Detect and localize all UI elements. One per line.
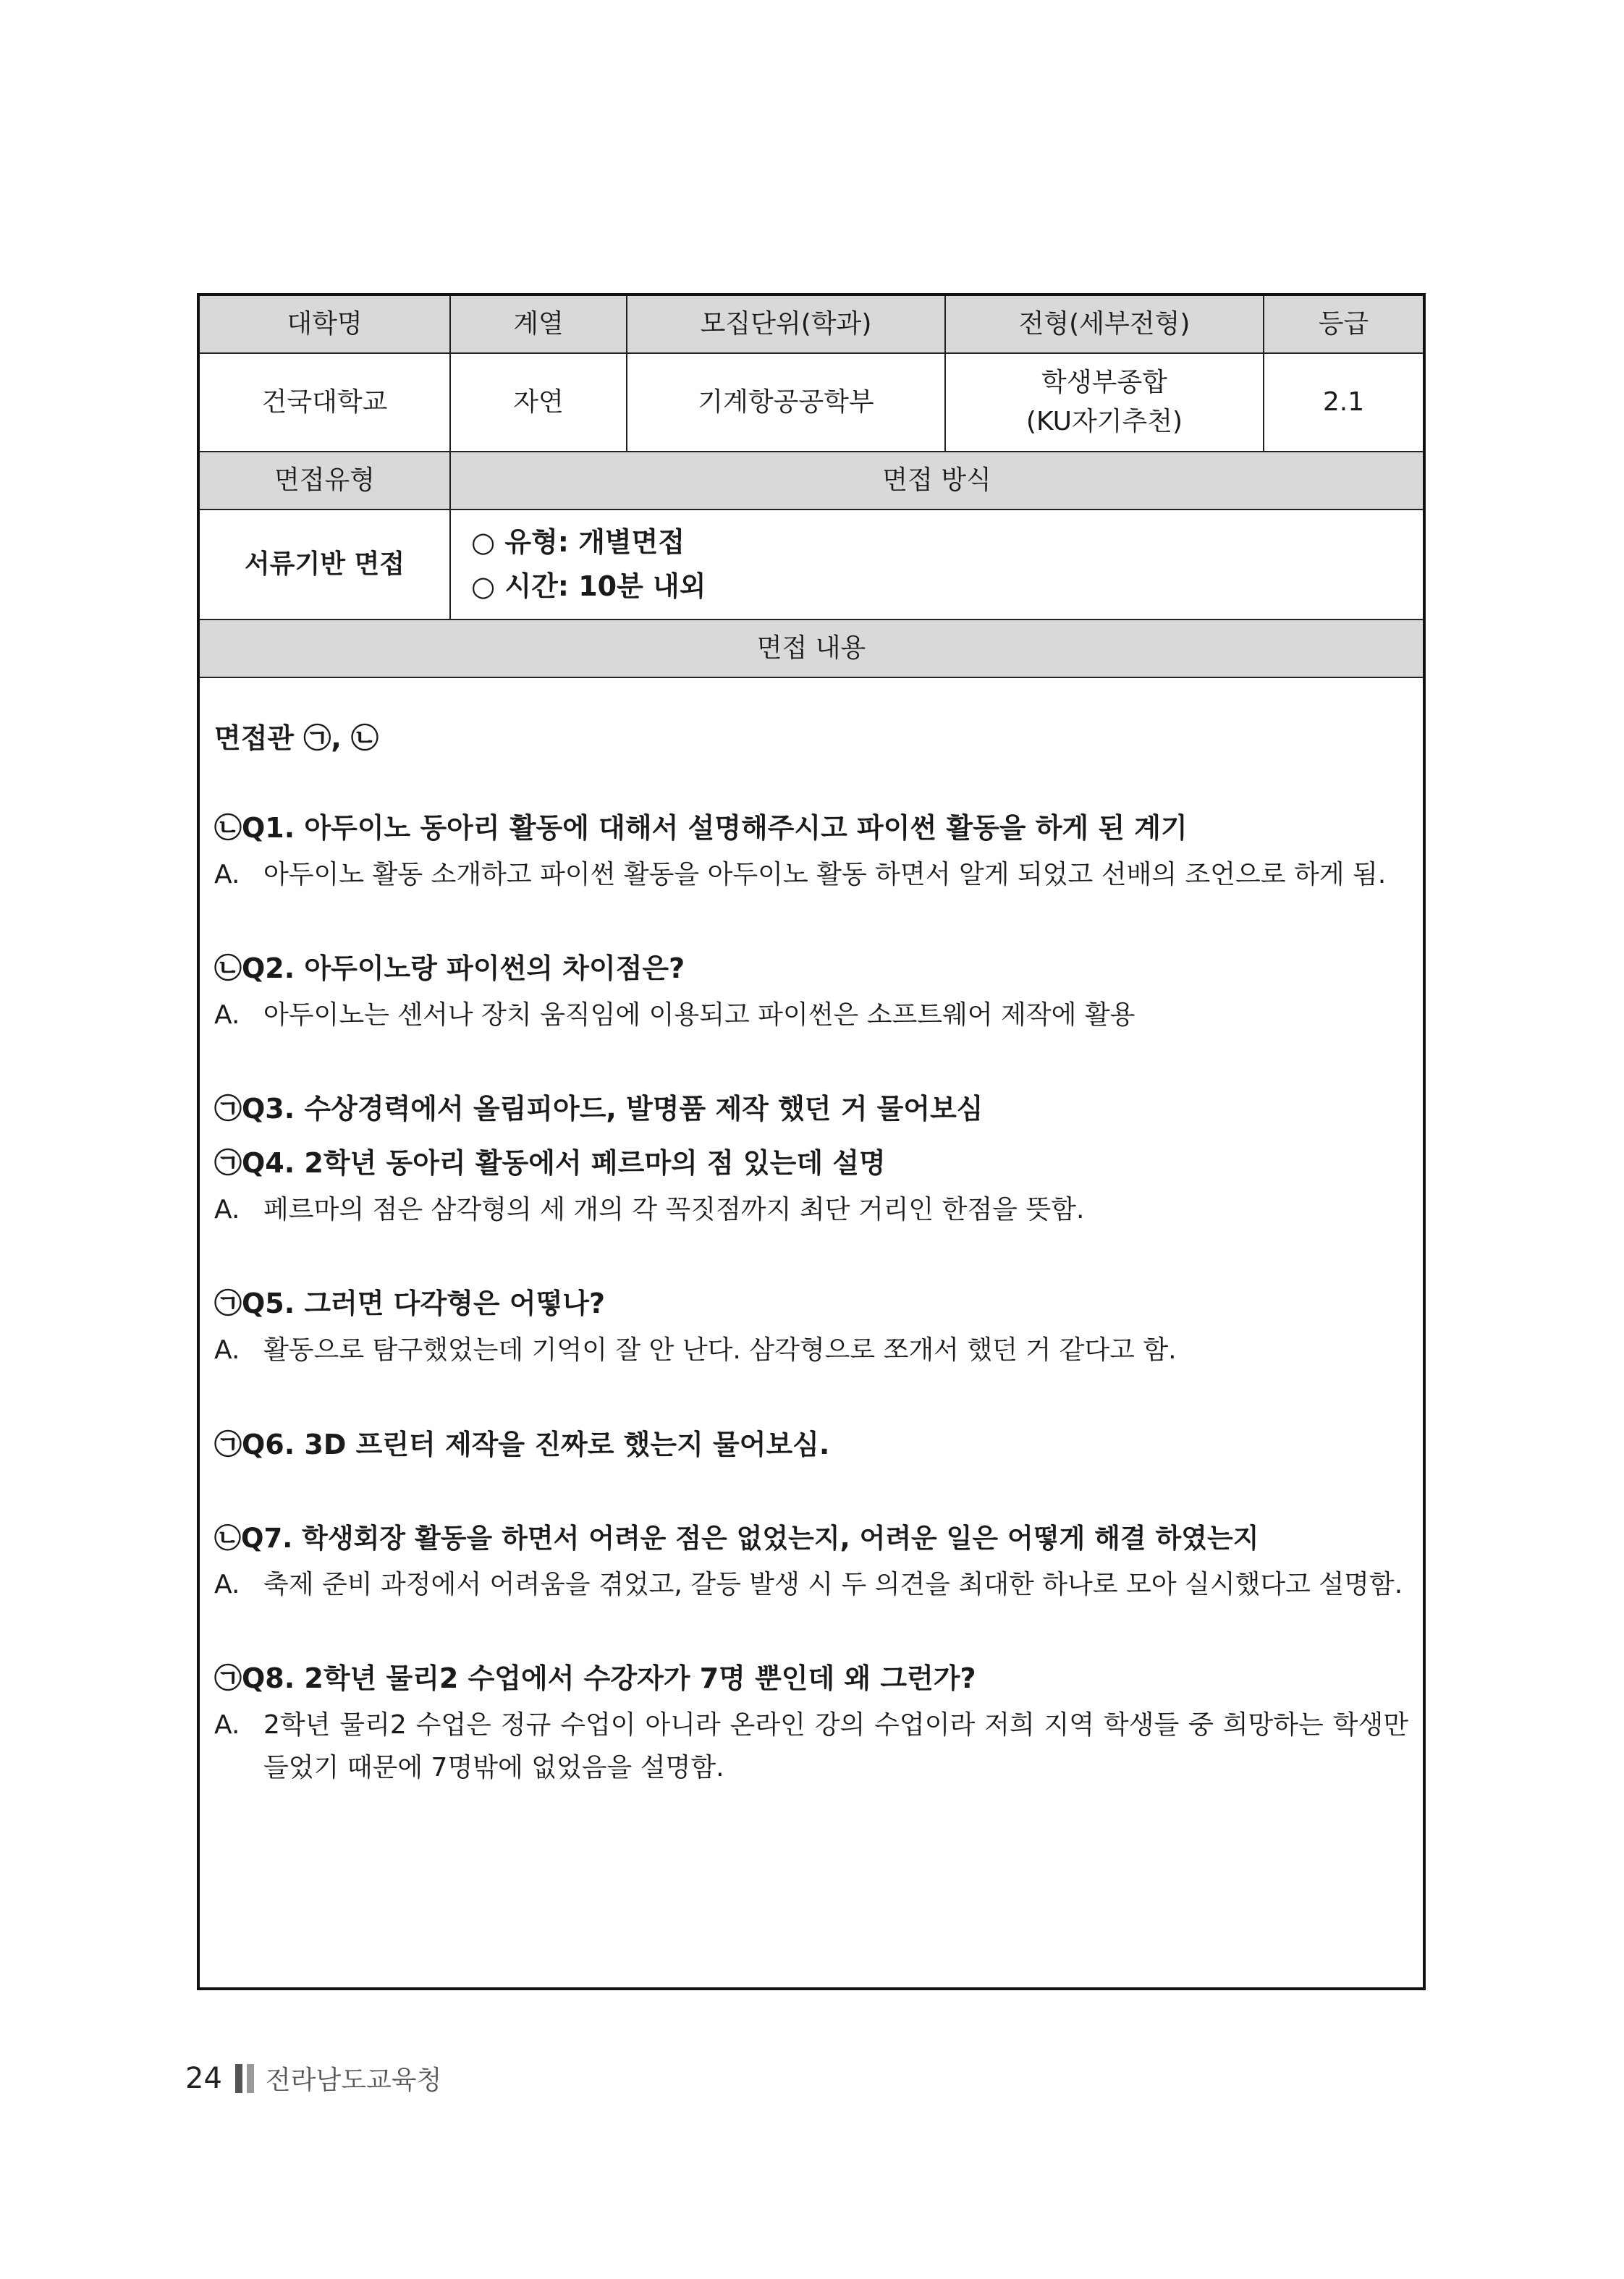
interview-content-header: 면접 내용 bbox=[200, 620, 1423, 677]
answer-prefix: A. bbox=[214, 999, 240, 1030]
answer-8-text: 2학년 물리2 수업은 정규 수업이 아니라 온라인 강의 수업이라 저희 지역 학생들 중 희망하는 학생만 들었기 때문에 7명밖에 없었음을 설명함. bbox=[263, 1709, 1408, 1783]
question-7: ㉡Q7. 학생회장 활동을 하면서 어려운 점은 없었는지, 어려운 일은 어떻게 해결 하였는지 bbox=[214, 1523, 1259, 1555]
header-row bbox=[200, 296, 1423, 353]
admission-header: 전형(세부전형) bbox=[945, 296, 1264, 353]
field-value: 자연 bbox=[450, 353, 627, 452]
qa-item-8 bbox=[214, 1657, 1408, 1790]
answer-prefix: A. bbox=[214, 1335, 240, 1366]
interview-header-row bbox=[200, 452, 1423, 510]
interview-type-value: 서류기반 면접 bbox=[200, 510, 450, 620]
interview-method-row bbox=[200, 510, 1423, 620]
interview-method-value bbox=[450, 510, 1423, 620]
interview-record-sheet bbox=[197, 293, 1426, 1990]
answer-prefix: A. bbox=[214, 859, 240, 889]
interview-content-header-row bbox=[200, 620, 1423, 677]
answer-5 bbox=[214, 1329, 1408, 1371]
question-8: ㉠Q8. 2학년 물리2 수업에서 수강자가 7명 뿐인데 왜 그런가? bbox=[214, 1662, 976, 1694]
answer-prefix: A. bbox=[214, 1709, 240, 1740]
admission-value-line1: 학생부종합 bbox=[1041, 368, 1167, 397]
answer-2 bbox=[214, 994, 1408, 1036]
answer-2-text: 아두이노는 센서나 장치 움직임에 이용되고 파이썬은 소프트웨어 제작에 활용 bbox=[263, 999, 1135, 1030]
interviewers-label: 면접관 ㉠, ㉡ bbox=[214, 722, 379, 754]
university-value: 건국대학교 bbox=[200, 353, 450, 452]
field-header: 계열 bbox=[450, 296, 627, 353]
department-header: 모집단위(학과) bbox=[627, 296, 945, 353]
value-row bbox=[200, 353, 1423, 452]
footer-organization: 전라남도교육청 bbox=[265, 2066, 442, 2095]
answer-5-text: 활동으로 탐구했었는데 기억이 잘 안 난다. 삼각형으로 쪼개서 했던 거 같다고 함. bbox=[263, 1335, 1177, 1366]
interview-type-header: 면접유형 bbox=[200, 452, 450, 510]
university-header: 대학명 bbox=[200, 296, 450, 353]
answer-1 bbox=[214, 853, 1408, 896]
answer-1-text: 아두이노 활동 소개하고 파이썬 활동을 아두이노 활동 하면서 알게 되었고 선배의 조언으로 하게 됨. bbox=[263, 859, 1387, 889]
qa-item-5 bbox=[214, 1282, 1408, 1371]
qa-item-2 bbox=[214, 947, 1408, 1036]
grade-value: 2.1 bbox=[1264, 353, 1423, 452]
interview-content bbox=[200, 678, 1423, 1790]
admission-info-table bbox=[200, 296, 1423, 678]
admission-value bbox=[945, 353, 1264, 452]
question-4: ㉠Q4. 2학년 동아리 활동에서 페르마의 점 있는데 설명 bbox=[214, 1147, 886, 1180]
question-5: ㉠Q5. 그러면 다각형은 어떻나? bbox=[214, 1288, 605, 1320]
interview-method-header: 면접 방식 bbox=[450, 452, 1423, 510]
qa-item-7 bbox=[214, 1517, 1408, 1606]
method-line-time: ○ 시간: 10분 내외 bbox=[471, 570, 706, 602]
page-footer bbox=[185, 2060, 441, 2097]
admission-value-line2: (KU자기추천) bbox=[1025, 407, 1183, 436]
method-line-type: ○ 유형: 개별면접 bbox=[471, 526, 685, 559]
department-value: 기계항공공학부 bbox=[627, 353, 945, 452]
question-2: ㉡Q2. 아두이노랑 파이썬의 차이점은? bbox=[214, 952, 685, 985]
qa-item-6 bbox=[214, 1423, 1408, 1467]
qa-item-1 bbox=[214, 806, 1408, 896]
question-1: ㉡Q1. 아두이노 동아리 활동에 대해서 설명해주시고 파이썬 활동을 하게 된 계기 bbox=[214, 812, 1188, 844]
answer-7-text: 축제 준비 과정에서 어려움을 겪었고, 갈등 발생 시 두 의견을 최대한 하나로 모아 실시했다고 설명함. bbox=[263, 1569, 1403, 1599]
footer-bar-icon bbox=[235, 2064, 254, 2093]
answer-4-text: 페르마의 점은 삼각형의 세 개의 각 꼭짓점까지 최단 거리인 한점을 뜻함. bbox=[263, 1194, 1085, 1225]
page-number: 24 bbox=[185, 2061, 222, 2095]
answer-prefix: A. bbox=[214, 1194, 240, 1225]
answer-prefix: A. bbox=[214, 1569, 240, 1599]
grade-header: 등급 bbox=[1264, 296, 1423, 353]
answer-4 bbox=[214, 1188, 1408, 1231]
answer-7 bbox=[214, 1563, 1408, 1606]
qa-item-4 bbox=[214, 1141, 1408, 1231]
answer-8 bbox=[214, 1704, 1408, 1790]
qa-item-3 bbox=[214, 1087, 1408, 1131]
question-3: ㉠Q3. 수상경력에서 올림피아드, 발명품 제작 했던 거 물어보심 bbox=[214, 1093, 984, 1125]
question-6: ㉠Q6. 3D 프린터 제작을 진짜로 했는지 물어보심. bbox=[214, 1428, 830, 1460]
